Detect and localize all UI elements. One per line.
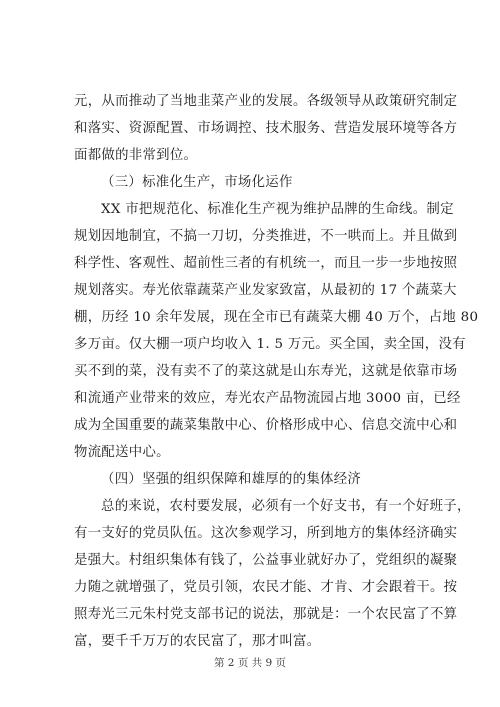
paragraph-line: 面都做的非常到位。 xyxy=(74,148,198,163)
section-heading: （三）标准化生产，市场化运作 xyxy=(101,175,293,190)
paragraph-line: 棚，历经 10 余年发展，现在全市已有蔬菜大棚 40 万个，占地 80 xyxy=(74,310,479,325)
section-heading: （四）坚强的组织保障和雄厚的的集体经济 xyxy=(101,472,362,487)
paragraph-line: 有一支好的党员队伍。这次参观学习，所到地方的集体经济确实 xyxy=(74,526,458,541)
paragraph-line: 成为全国重要的蔬菜集散中心、价格形成中心、信息交流中心和 xyxy=(74,418,458,433)
paragraph-line: XX 市把规范化、标准化生产视为维护品牌的生命线。制定 xyxy=(101,202,454,217)
page-number-footer: 第 2 页 共 9 页 xyxy=(213,657,287,669)
paragraph-line: 总的来说，农村要发展，必须有一个好支书，有一个好班子， xyxy=(101,499,471,514)
paragraph-line: 和落实、资源配置、市场调控、技术服务、营造发展环境等各方 xyxy=(74,121,458,136)
paragraph-line: 多万亩。仅大棚一项户均收入 1. 5 万元。买全国，卖全国，没有 xyxy=(74,337,466,352)
paragraph-line: 物流配送中心。 xyxy=(74,445,170,460)
paragraph-line: 力随之就增强了，党员引领，农民才能、才肯、才会跟着干。按 xyxy=(74,580,458,595)
paragraph-line: 科学性、客观性、超前性三者的有机统一，而且一步一步地按照 xyxy=(74,256,458,271)
paragraph-line: 是强大。村组织集体有钱了，公益事业就好办了，党组织的凝聚 xyxy=(74,553,458,568)
paragraph-line: 规划落实。寿光依靠蔬菜产业发家致富，从最初的 17 个蔬菜大 xyxy=(74,283,457,298)
paragraph-line: 规划因地制宜，不搞一刀切，分类推进，不一哄而上。并且做到 xyxy=(74,229,458,244)
paragraph-line: 买不到的菜，没有卖不了的菜这就是山东寿光，这就是依靠市场 xyxy=(74,364,458,379)
paragraph-line: 照寿光三元朱村党支部书记的说法，那就是：一个农民富了不算 xyxy=(74,607,458,622)
paragraph-line: 元，从而推动了当地韭菜产业的发展。各级领导从政策研究制定 xyxy=(74,94,458,109)
paragraph-line: 富，要千千万万的农民富了，那才叫富。 xyxy=(74,634,321,649)
paragraph-line: 和流通产业带来的效应，寿光农产品物流园占地 3000 亩，已经 xyxy=(74,391,461,406)
